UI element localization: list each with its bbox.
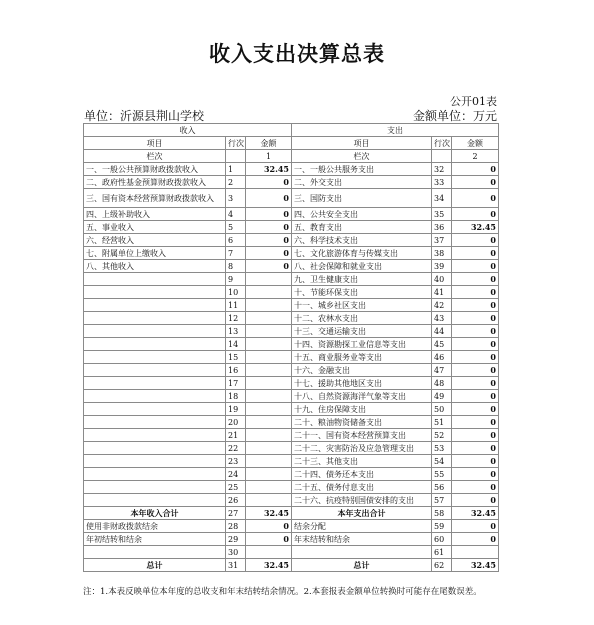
expense-item: 十四、资源勘探工业信息等支出: [292, 338, 432, 351]
income-line-number: 7: [226, 247, 246, 260]
expense-line-number: 61: [432, 546, 452, 559]
expense-item-header: 项目: [292, 137, 432, 150]
page-title: 收入支出决算总表: [209, 41, 385, 66]
expense-line-number: 40: [432, 273, 452, 286]
income-item: [84, 351, 226, 364]
expense-item: 本年支出合计: [292, 507, 432, 520]
table-row: [84, 176, 499, 189]
expense-item: 二十一、国有资本经营预算支出: [292, 429, 432, 442]
table-row: [84, 273, 499, 286]
unit-label: 单位：沂源县荆山学校: [84, 109, 205, 123]
income-item: [84, 468, 226, 481]
income-line-number: 12: [226, 312, 246, 325]
income-line-number: 2: [226, 176, 246, 189]
expense-line-number: 52: [432, 429, 452, 442]
income-line-number: 31: [226, 559, 246, 572]
income-amount: [246, 286, 292, 299]
expense-amount: 0: [452, 325, 499, 338]
table-row: [84, 520, 499, 533]
income-item: [84, 494, 226, 507]
expense-item: 二十五、债务付息支出: [292, 481, 432, 494]
income-line-number: 15: [226, 351, 246, 364]
expense-column-blank: [432, 150, 452, 163]
expense-line-number: 42: [432, 299, 452, 312]
income-amount: [246, 403, 292, 416]
income-amount-header: 金额: [246, 137, 292, 150]
income-column-blank: [226, 150, 246, 163]
expense-amount: 0: [452, 429, 499, 442]
expense-amount: 32.45: [452, 559, 499, 572]
income-amount: 0: [246, 208, 292, 221]
expense-amount: 0: [452, 377, 499, 390]
expense-item: 二十六、抗疫特别国债安排的支出: [292, 494, 432, 507]
expense-amount-header: 金额: [452, 137, 499, 150]
expense-amount: 0: [452, 351, 499, 364]
income-line-number: 4: [226, 208, 246, 221]
income-item: 六、经营收入: [84, 234, 226, 247]
expense-amount: 0: [452, 338, 499, 351]
expense-item: 二十二、灾害防治及应急管理支出: [292, 442, 432, 455]
expense-line-number: 46: [432, 351, 452, 364]
income-line-number: 17: [226, 377, 246, 390]
income-item: [84, 273, 226, 286]
expense-line-number: 53: [432, 442, 452, 455]
expense-amount: 0: [452, 234, 499, 247]
expense-amount: 0: [452, 260, 499, 273]
income-amount: [246, 468, 292, 481]
expense-item: 十六、金融支出: [292, 364, 432, 377]
income-item: [84, 416, 226, 429]
income-line-number: 6: [226, 234, 246, 247]
table-row: [84, 546, 499, 559]
expense-amount: 32.45: [452, 221, 499, 234]
expense-item: 年末结转和结余: [292, 533, 432, 546]
income-line-number: 19: [226, 403, 246, 416]
income-item: [84, 390, 226, 403]
expense-line-number: 60: [432, 533, 452, 546]
form-number: 公开01表: [450, 95, 497, 108]
income-amount: 0: [246, 189, 292, 208]
income-amount: 32.45: [246, 507, 292, 520]
expense-item: 二十三、其他支出: [292, 455, 432, 468]
table-row: [84, 247, 499, 260]
table-row: [84, 189, 499, 208]
income-item: 二、政府性基金预算财政拨款收入: [84, 176, 226, 189]
expense-line-number: 57: [432, 494, 452, 507]
expense-item: 十、节能环保支出: [292, 286, 432, 299]
expense-amount: [452, 546, 499, 559]
income-amount: [246, 481, 292, 494]
table-row: [84, 260, 499, 273]
year-total-row: [84, 507, 499, 520]
income-amount: [246, 377, 292, 390]
income-line-number: 24: [226, 468, 246, 481]
income-line-number: 5: [226, 221, 246, 234]
expense-line-number: 35: [432, 208, 452, 221]
income-line-number: 25: [226, 481, 246, 494]
income-item: [84, 338, 226, 351]
income-line-number: 8: [226, 260, 246, 273]
income-column-number: 1: [246, 150, 292, 163]
table-row: [84, 481, 499, 494]
income-line-number: 22: [226, 442, 246, 455]
income-amount: [246, 455, 292, 468]
income-amount: [246, 442, 292, 455]
table-row: [84, 325, 499, 338]
income-amount: 0: [246, 533, 292, 546]
expense-amount: 0: [452, 163, 499, 176]
expense-item: 二、外交支出: [292, 176, 432, 189]
expense-line-number: 58: [432, 507, 452, 520]
expense-amount: 0: [452, 189, 499, 208]
expense-amount: 0: [452, 364, 499, 377]
table-row: [84, 208, 499, 221]
income-item: [84, 377, 226, 390]
expense-amount: 0: [452, 390, 499, 403]
expense-amount: 0: [452, 481, 499, 494]
income-amount: 0: [246, 176, 292, 189]
footnote: 注：1.本表反映单位本年度的总收支和年末结转结余情况。2.本套报表金额单位转换时可能存在尾数误差。: [83, 587, 482, 597]
expense-amount: 0: [452, 286, 499, 299]
expense-amount: 0: [452, 312, 499, 325]
income-amount: [246, 429, 292, 442]
table-row: [84, 403, 499, 416]
table-row: [84, 351, 499, 364]
income-line-number: 1: [226, 163, 246, 176]
income-item: 八、其他收入: [84, 260, 226, 273]
expense-amount: 0: [452, 455, 499, 468]
expense-header: 支出: [292, 124, 499, 137]
table-row: [84, 390, 499, 403]
expense-line-number: 47: [432, 364, 452, 377]
income-item: 五、事业收入: [84, 221, 226, 234]
table-row: [84, 221, 499, 234]
column-number-row: [84, 150, 499, 163]
expense-amount: 0: [452, 176, 499, 189]
header-section-row: [84, 124, 499, 137]
expense-column-label: 栏次: [292, 150, 432, 163]
income-line-header: 行次: [226, 137, 246, 150]
expense-line-number: 55: [432, 468, 452, 481]
expense-item: 十五、商业服务业等支出: [292, 351, 432, 364]
income-line-number: 14: [226, 338, 246, 351]
amount-unit-label: 金额单位：万元: [412, 109, 497, 123]
table-row: [84, 338, 499, 351]
income-item: 四、上级补助收入: [84, 208, 226, 221]
expense-item: 十一、城乡社区支出: [292, 299, 432, 312]
expense-item: 二十、粮油物资储备支出: [292, 416, 432, 429]
expense-item: 九、卫生健康支出: [292, 273, 432, 286]
income-item: [84, 546, 226, 559]
expense-amount: 0: [452, 403, 499, 416]
expense-line-number: 54: [432, 455, 452, 468]
expense-item: 总计: [292, 559, 432, 572]
expense-column-number: 2: [452, 150, 499, 163]
expense-item: 四、公共安全支出: [292, 208, 432, 221]
expense-line-header: 行次: [432, 137, 452, 150]
expense-item: 十七、援助其他地区支出: [292, 377, 432, 390]
expense-line-number: 39: [432, 260, 452, 273]
table-row: [84, 416, 499, 429]
expense-item: 结余分配: [292, 520, 432, 533]
income-item: [84, 299, 226, 312]
income-item: [84, 455, 226, 468]
income-amount: 0: [246, 260, 292, 273]
income-line-number: 16: [226, 364, 246, 377]
expense-amount: 0: [452, 247, 499, 260]
income-item: [84, 442, 226, 455]
income-amount: 0: [246, 234, 292, 247]
expense-amount: 0: [452, 299, 499, 312]
table-row: [84, 533, 499, 546]
income-item-header: 项目: [84, 137, 226, 150]
expense-amount: 0: [452, 416, 499, 429]
expense-line-number: 62: [432, 559, 452, 572]
expense-line-number: 36: [432, 221, 452, 234]
table-row: [84, 364, 499, 377]
expense-item: 一、一般公共服务支出: [292, 163, 432, 176]
expense-amount: 0: [452, 442, 499, 455]
expense-line-number: 41: [432, 286, 452, 299]
expense-line-number: 56: [432, 481, 452, 494]
income-line-number: 13: [226, 325, 246, 338]
table-row: [84, 163, 499, 176]
expense-item: 十八、自然资源海洋气象等支出: [292, 390, 432, 403]
table-row: [84, 494, 499, 507]
expense-line-number: 44: [432, 325, 452, 338]
income-amount: [246, 338, 292, 351]
income-line-number: 26: [226, 494, 246, 507]
income-amount: 32.45: [246, 163, 292, 176]
expense-line-number: 37: [432, 234, 452, 247]
income-column-label: 栏次: [84, 150, 226, 163]
expense-line-number: 49: [432, 390, 452, 403]
expense-item: 八、社会保障和就业支出: [292, 260, 432, 273]
income-amount: 0: [246, 520, 292, 533]
income-item: 七、附属单位上缴收入: [84, 247, 226, 260]
income-item: [84, 286, 226, 299]
expense-line-number: 48: [432, 377, 452, 390]
expense-line-number: 50: [432, 403, 452, 416]
expense-line-number: 43: [432, 312, 452, 325]
income-line-number: 30: [226, 546, 246, 559]
table-row: [84, 468, 499, 481]
table-row: [84, 286, 499, 299]
header-column-row: [84, 137, 499, 150]
income-amount: [246, 312, 292, 325]
income-line-number: 18: [226, 390, 246, 403]
table-row: [84, 455, 499, 468]
expense-item: 六、科学技术支出: [292, 234, 432, 247]
income-item: 三、国有资本经营预算财政拨款收入: [84, 189, 226, 208]
table-row: [84, 312, 499, 325]
expense-amount: 0: [452, 533, 499, 546]
expense-item: 七、文化旅游体育与传媒支出: [292, 247, 432, 260]
income-line-number: 28: [226, 520, 246, 533]
expense-line-number: 33: [432, 176, 452, 189]
income-item: 一、一般公共预算财政拨款收入: [84, 163, 226, 176]
expense-line-number: 32: [432, 163, 452, 176]
expense-amount: 0: [452, 494, 499, 507]
income-amount: 32.45: [246, 559, 292, 572]
income-amount: [246, 299, 292, 312]
expense-item: 三、国防支出: [292, 189, 432, 208]
income-amount: [246, 273, 292, 286]
income-amount: [246, 325, 292, 338]
income-item: [84, 312, 226, 325]
income-amount: 0: [246, 221, 292, 234]
expense-amount: 32.45: [452, 507, 499, 520]
income-amount: 0: [246, 247, 292, 260]
table-row: [84, 377, 499, 390]
income-amount: [246, 416, 292, 429]
income-line-number: 11: [226, 299, 246, 312]
expense-line-number: 34: [432, 189, 452, 208]
income-item: [84, 429, 226, 442]
table-row: [84, 442, 499, 455]
expense-item: 五、教育支出: [292, 221, 432, 234]
income-line-number: 21: [226, 429, 246, 442]
income-amount: [246, 494, 292, 507]
income-item: 总计: [84, 559, 226, 572]
income-amount: [246, 546, 292, 559]
expense-amount: 0: [452, 273, 499, 286]
expense-line-number: 59: [432, 520, 452, 533]
income-expense-table: [83, 123, 499, 572]
expense-item: [292, 546, 432, 559]
expense-item: 十三、交通运输支出: [292, 325, 432, 338]
expense-item: 二十四、债务还本支出: [292, 468, 432, 481]
table-row: [84, 429, 499, 442]
income-header: 收入: [84, 124, 292, 137]
table-body: [84, 163, 499, 572]
expense-line-number: 51: [432, 416, 452, 429]
income-line-number: 29: [226, 533, 246, 546]
income-item: 使用非财政拨款结余: [84, 520, 226, 533]
income-line-number: 9: [226, 273, 246, 286]
grand-total-row: [84, 559, 499, 572]
income-line-number: 20: [226, 416, 246, 429]
expense-item: 十二、农林水支出: [292, 312, 432, 325]
expense-item: 十九、住房保障支出: [292, 403, 432, 416]
expense-line-number: 38: [432, 247, 452, 260]
income-item: [84, 364, 226, 377]
expense-amount: 0: [452, 468, 499, 481]
income-line-number: 3: [226, 189, 246, 208]
income-item: [84, 325, 226, 338]
income-amount: [246, 390, 292, 403]
expense-amount: 0: [452, 520, 499, 533]
income-line-number: 10: [226, 286, 246, 299]
income-amount: [246, 351, 292, 364]
income-amount: [246, 364, 292, 377]
income-item: [84, 481, 226, 494]
income-line-number: 23: [226, 455, 246, 468]
expense-line-number: 45: [432, 338, 452, 351]
table-row: [84, 299, 499, 312]
income-item: 年初结转和结余: [84, 533, 226, 546]
income-item: [84, 403, 226, 416]
table-row: [84, 234, 499, 247]
income-line-number: 27: [226, 507, 246, 520]
expense-amount: 0: [452, 208, 499, 221]
income-item: 本年收入合计: [84, 507, 226, 520]
